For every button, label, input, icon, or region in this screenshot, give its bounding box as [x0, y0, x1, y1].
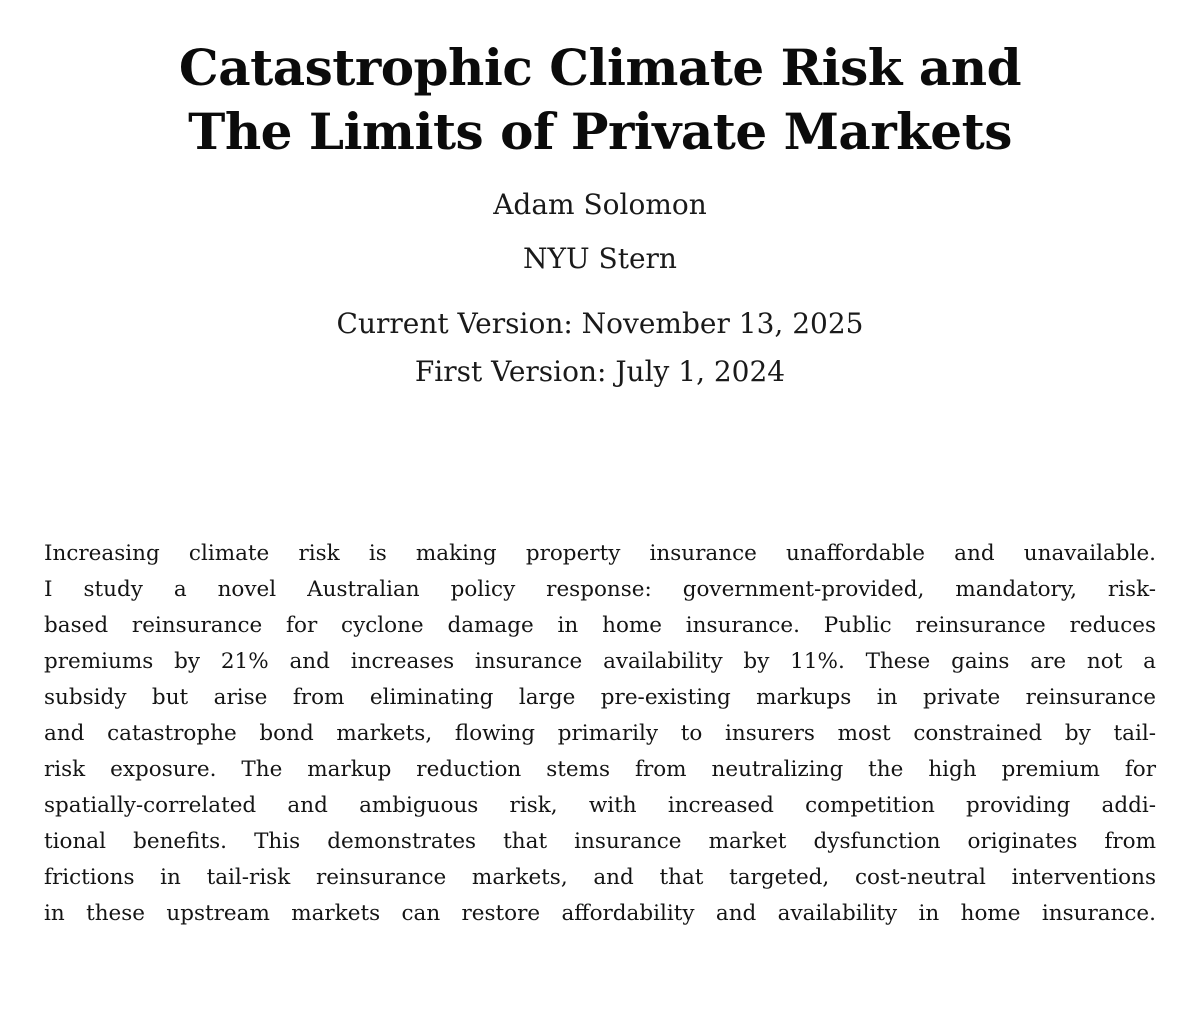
author-affiliation: NYU Stern — [523, 242, 677, 275]
abstract-line: premiums by 21% and increases insurance availability by 11%. These gains are not a — [44, 649, 1156, 674]
abstract — [44, 536, 1156, 932]
abstract-line: frictions in tail-risk reinsurance markets, and that targeted, cost-neutral interventions — [44, 865, 1156, 890]
abstract-line: subsidy but arise from eliminating large pre-existing markups in private reinsurance — [44, 685, 1156, 710]
first-version: First Version: July 1, 2024 — [414, 355, 786, 388]
abstract-line: based reinsurance for cyclone damage in home insurance. Public reinsurance reduces — [44, 613, 1156, 638]
abstract-line: in these upstream markets can restore affordability and availability in home insurance. — [44, 901, 1156, 926]
paper-title-line-1: Catastrophic Climate Risk and — [178, 38, 1022, 97]
abstract-line: tional benefits. This demonstrates that insurance market dysfunction originates from — [44, 829, 1156, 854]
abstract-line: risk exposure. The markup reduction stems from neutralizing the high premium for — [44, 757, 1156, 782]
version-info — [0, 300, 1200, 396]
current-version: Current Version: November 13, 2025 — [336, 307, 864, 340]
abstract-line: and catastrophe bond markets, flowing primarily to insurers most constrained by tail- — [44, 721, 1156, 746]
abstract-line: Increasing climate risk is making property insurance unaffordable and unavailable. — [44, 541, 1156, 566]
paper-title — [0, 0, 1200, 164]
paper-title-line-2: The Limits of Private Markets — [188, 102, 1012, 161]
abstract-line: I study a novel Australian policy response: government-provided, mandatory, risk- — [44, 577, 1156, 602]
author-name: Adam Solomon — [493, 188, 707, 221]
abstract-line: spatially-correlated and ambiguous risk, with increased competition providing addi- — [44, 793, 1156, 818]
